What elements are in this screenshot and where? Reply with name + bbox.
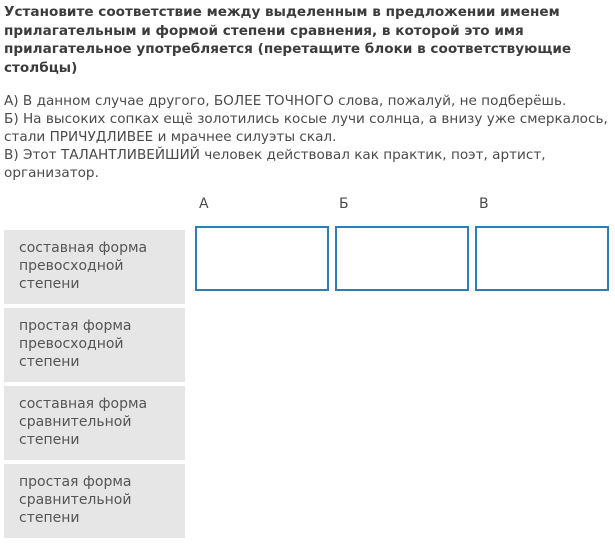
column-header-b: Б (339, 196, 349, 212)
drop-zone-c[interactable] (475, 226, 609, 291)
drop-zone-a[interactable] (195, 226, 329, 291)
column-header-c: В (479, 196, 489, 212)
drag-block-simple-superlative[interactable]: простая форма превосходной степени (4, 308, 185, 382)
drag-block-simple-comparative[interactable]: простая форма сравнительной степени (4, 464, 185, 538)
question-text: Установите соответствие между выделенным в предложении именем прилагательным и формой степени сравнения, в которой это имя прилагательное употребляется (перетащите блоки в соответствующие столбцы) (4, 4, 572, 76)
column-header-a: А (199, 196, 209, 212)
drop-zone-b[interactable] (335, 226, 469, 291)
sentences (4, 92, 609, 182)
sentence-b: Б) На высоких сопках ещё золотились косые лучи солнца, а внизу уже смеркалось, стали ПРИЧУДЛИВЕЕ и мрачнее силуэты скал. (4, 111, 608, 145)
sentence-a: А) В данном случае другого, БОЛЕЕ ТОЧНОГО слова, пожалуй, не подберёшь. (4, 93, 567, 109)
drag-block-compound-comparative[interactable]: составная форма сравнительной степени (4, 386, 185, 460)
sentence-c: В) Этот ТАЛАНТЛИВЕЙШИЙ человек действовал как практик, поэт, артист, организатор. (4, 147, 546, 181)
drag-block-compound-superlative[interactable]: составная форма превосходной степени (4, 230, 185, 304)
